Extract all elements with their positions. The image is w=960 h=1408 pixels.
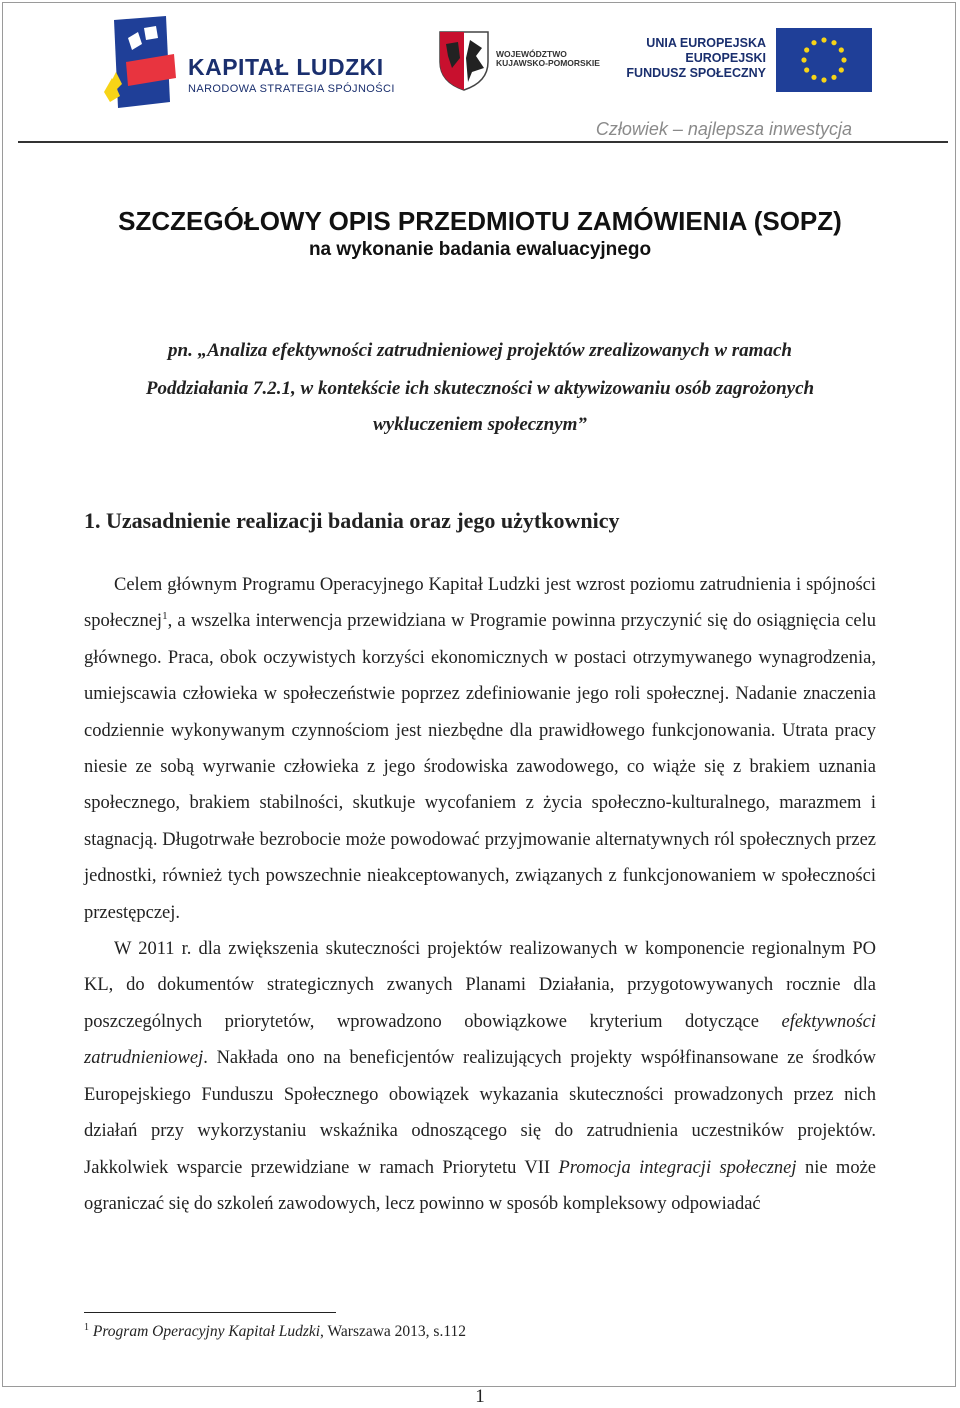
study-name-line3: wykluczeniem społecznym” <box>373 414 587 435</box>
footnote-ref: 1 <box>162 610 168 623</box>
region-name-line2: KUJAWSKO-POMORSKIE <box>496 58 600 68</box>
eu-logo-text <box>626 36 766 81</box>
footnote-divider <box>84 1312 336 1313</box>
footnote-title: Program Operacyjny Kapitał Ludzki <box>92 1323 321 1341</box>
eu-flag-icon <box>776 28 872 92</box>
paragraph-2 <box>84 931 876 1222</box>
kapital-ludzki-subtitle: NARODOWA STRATEGIA SPÓJNOŚCI <box>188 83 395 95</box>
kapital-ludzki-logo <box>104 14 414 112</box>
eu-logo <box>626 28 872 94</box>
eu-line1: UNIA EUROPEJSKA <box>646 36 766 50</box>
header-divider <box>18 141 948 143</box>
document-subtitle: na wykonanie badania ewaluacyjnego <box>308 239 652 260</box>
paragraph-2-part-c: nie może ograniczać się do szkoleń zawodowych, lecz powinno w sposób kompleksowy odpowiadać <box>84 1157 876 1214</box>
document-title: SZCZEGÓŁOWY OPIS PRZEDMIOTU ZAMÓWIENIA (SOPZ) <box>118 206 842 236</box>
section-heading: 1. Uzasadnienie realizacji badania oraz jego użytkownicy <box>84 508 620 533</box>
footnote <box>84 1322 466 1341</box>
study-name-line1: pn. „Analiza efektywności zatrudnieniowej projektów zrealizowanych w ramach <box>168 340 792 361</box>
kapital-ludzki-title: KAPITAŁ LUDZKI <box>188 54 384 80</box>
paragraph-2-emphasis-1: efektywności zatrudnieniowej <box>84 1011 876 1069</box>
paragraph-2-part-a: W 2011 r. dla zwiększenia skuteczności projektów realizowanych w komponencie regionalnym PO KL, do dokumentów strategicznych zwanych Planami Działania, przygotowywanych rocznie dla poszczególnych priorytetów, wprowadzono obowiązkowe kryterium dotyczące <box>84 939 876 1032</box>
motto: Człowiek – najlepsza inwestycja <box>595 119 852 139</box>
paragraph-1 <box>84 567 876 931</box>
region-name <box>496 50 600 68</box>
paragraph-2-part-b: . Nakłada ono na beneficjentów realizujących projekty współfinansowane ze środków Europejskiego Funduszu Społecznego obowiązek wykazania skuteczności prowadzonych przez nich działań przy wykorzystaniu wskaźnika odnoszącego się do zatrudnienia uczestników projektów. Jakkolwiek wsparcie przewidziane w ramach Priorytetu VII <box>84 1048 876 1178</box>
footnote-number: 1 <box>84 1322 89 1333</box>
paragraph-1-part-b: , a wszelka interwencja przewidziana w Programie powinna przyczynić się do osiągnięcia celu głównego. Praca, obok oczywistych korzyści ekonomicznych w postaci otrzymywanego wynagrodzenia, umiejscawia człowieka w społeczeństwie poprzez zdefiniowanie jego roli społecznej. Nadanie znaczenia codziennie wykonywanym czynnościom jest niezbędne dla prawidłowego funkcjonowania. Utrata pracy niesie ze sobą wyrwanie człowieka z jego środowiska zawodowego, co wiąże się z brakiem uznania społecznego, brakiem stabilności, skutkuje wycofaniem z życia społeczno-kulturalnego, marazmem i stagnacją. Długotrwałe bezrobocie może powodować przyjmowanie alternatywnych ról społecznych przez jednostki, również tych powszechnie nieakceptowanych, związanych z funkcjonowaniem w społeczności przestępczej. <box>84 611 876 923</box>
kapital-ludzki-flag-icon <box>104 14 184 112</box>
footnote-rest: , Warszawa 2013, s.112 <box>320 1323 467 1341</box>
body-text <box>84 567 876 1222</box>
eu-line3: FUNDUSZ SPOŁECZNY <box>626 66 766 80</box>
paragraph-2-emphasis-2: Promocja integracji społecznej <box>558 1157 797 1178</box>
eu-line2: EUROPEJSKI <box>685 51 766 65</box>
region-name-line1: WOJEWÓDZTWO <box>496 49 567 59</box>
region-crest-icon <box>436 28 492 92</box>
study-name-line2: Poddziałania 7.2.1, w kontekście ich skuteczności w aktywizowaniu osób zagrożonych <box>145 378 815 399</box>
region-logo <box>436 28 626 94</box>
paragraph-1-part-a: Celem głównym Programu Operacyjnego Kapitał Ludzki jest wzrost poziomu zatrudnienia i spójności społecznej <box>84 575 876 632</box>
page-number: 1 <box>475 1386 485 1407</box>
